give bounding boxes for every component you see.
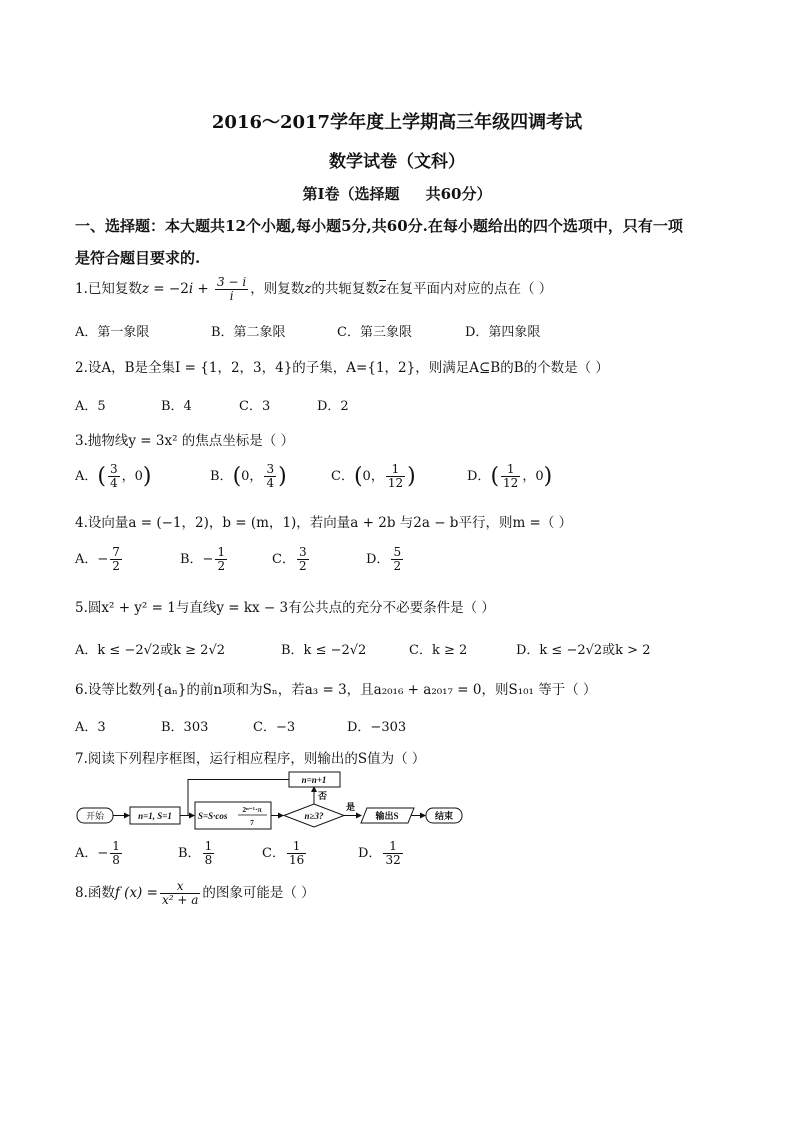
q3-b-rparen: ) [278,464,287,489]
exam-subtitle: 数学试卷（文科） [329,152,465,172]
q6-option-d[interactable]: D．−303 [347,720,407,735]
q2-option-a[interactable]: A．5 [75,399,106,414]
q1-i: i [188,281,194,297]
question-5: 5.圆x² + y² = 1与直线y = kx − 3有公共点的充分不必要条件是（ ） [75,600,495,616]
q5-option-b[interactable]: B．k ≤ −2√2 [281,643,367,658]
q4-a-num: 7 [112,545,120,559]
q3-c-frac [386,463,405,490]
flow-output-label: 输出S [375,811,399,821]
q3-b-head: 0， [241,469,263,484]
q1-mid: ，则复数 [250,281,305,297]
q3-option-d[interactable] [467,463,552,490]
q7-c-frac [287,840,306,867]
flow-decision-label: n≥3? [304,811,324,821]
q3-a-tail: ，0 [121,469,143,484]
q7-d-frac [383,840,402,867]
q7-option-d[interactable] [358,840,405,867]
q3-b-den: 4 [266,476,275,490]
part-heading: 第Ⅰ卷（选择题 共60分） [302,185,492,203]
q4-a-den: 2 [112,559,120,573]
q3-a-lparen: ( [97,464,106,489]
q5-option-c[interactable]: C．k ≥ 2 [409,643,468,658]
exam-title: 2016～2017学年度上学期高三年级四调考试 [211,112,583,133]
q7-d-label: D． [358,846,382,861]
q5-option-a[interactable]: A．k ≤ −2√2或k ≥ 2√2 [75,643,226,658]
question-7: 7.阅读下列程序框图，运行相应程序，则输出的S值为（ ） [75,751,426,767]
question-2: 2.设A，B是全集I = {1，2，3，4}的子集，A={1，2}，则满足A⊆B的B的个数是（ ） [75,360,609,376]
flow-yes-label: 是 [346,802,356,812]
q7-d-den: 32 [385,853,401,867]
section-intro-line1: 一、选择题：本大题共12个小题,每小题5分,共60分.在每小题给出的四个选项中，只有一项 [75,217,683,235]
q3-c-head: 0， [362,469,384,484]
flow-calc-pre: S=S·cos [198,811,228,821]
q3-c-label: C． [331,469,354,484]
q6-option-b[interactable]: B．303 [161,720,209,735]
q4-c-den: 2 [298,559,307,573]
q1-option-c[interactable]: C．第三象限 [337,325,412,340]
q7-d-num: 1 [383,840,402,854]
q8-fraction [160,880,200,907]
q3-d-rparen: ) [543,464,553,489]
q7-b-num: 1 [204,839,213,853]
q3-c-rparen: ) [407,464,416,489]
q4-option-a[interactable] [75,546,124,573]
flow-no-label: 否 [318,791,328,801]
q3-option-b[interactable] [210,463,287,490]
flow-calc-den: 7 [250,818,254,827]
q7-a-den: 8 [112,853,120,867]
q4-option-b[interactable] [180,546,229,573]
q4-c-label: C． [272,552,295,567]
q3-b-frac [264,463,276,490]
q8-f: f (x) = [114,885,158,901]
q1-pre: 1.已知复数 [75,281,142,297]
q7-b-label: B． [178,846,201,861]
q3-d-den: 12 [503,476,519,490]
q7-b-den: 8 [204,853,213,867]
q3-a-rparen: ) [142,464,152,489]
section-intro-line2: 是符合题目要求的. [75,249,201,267]
question-4: 4.设向量a = (−1，2)，b = (m，1)，若向量a + 2b 与2a − b平行，则m =（ ） [75,515,573,531]
flow-end-label: 结束 [434,811,454,821]
q8-post: 的图象可能是（ ） [202,885,315,901]
flow-start-label: 开始 [85,811,105,821]
q7-a-frac [110,840,122,867]
q1-frac-num: 3 − i [217,275,247,289]
q3-c-lparen: ( [353,464,363,489]
q8-frac-num: x [160,880,200,894]
q8-pre: 8.函数 [75,885,115,901]
q3-d-num: 1 [501,463,520,477]
q4-b-den: 2 [217,559,226,573]
q3-option-c[interactable] [331,463,416,490]
q7-c-num: 1 [287,840,306,854]
q1-mid2: 的共轭复数 [311,281,379,297]
q1-eq: = −2 [149,281,189,297]
q3-a-frac [108,463,120,490]
flow-calc-num: 2ⁿ⁻¹·π [242,805,262,814]
q4-option-c[interactable] [272,546,311,573]
q4-a-frac [110,546,122,573]
q3-b-label: B． [210,469,233,484]
q1-z: z [141,281,150,297]
q5-option-d[interactable]: D．k ≤ −2√2或k > 2 [516,643,651,658]
question-8 [75,880,315,907]
flowchart [70,768,470,834]
q7-c-den: 16 [288,853,305,867]
q4-d-frac [391,546,403,573]
q3-d-lparen: ( [490,464,500,489]
q1-post: 在复平面内对应的点在（ ） [385,281,553,297]
q7-option-c[interactable] [262,840,308,867]
q1-zbar: $\overline{z}$ [378,281,386,297]
q4-option-d[interactable] [366,546,405,573]
q8-frac-den: x² + a [161,893,199,907]
q3-a-den: 4 [109,476,118,490]
q1-fraction [215,276,248,303]
q7-c-label: C． [262,846,285,861]
q3-c-den: 12 [387,476,404,490]
question-6: 6.设等比数列{aₙ}的前n项和为Sₙ，若a₃ = 3，且a₂₀₁₆ + a₂₀₁₇ = 0，则S₁₀₁ 等于（ ） [75,682,597,698]
q1-plus: + [193,281,214,297]
q3-b-num: 3 [266,462,275,476]
question-3: 3.抛物线y = 3x² 的焦点坐标是（ ） [75,433,295,449]
q4-d-num: 5 [393,545,402,559]
flow-init-label: n=1, S=1 [138,811,172,821]
q1-option-a[interactable]: A．第一象限 [75,325,150,340]
q6-option-c[interactable]: C．−3 [253,720,296,735]
q4-b-frac [215,546,227,573]
flow-inc-label: n=n+1 [301,775,327,785]
q2-option-c[interactable]: C．3 [239,399,271,414]
q4-b-label: B．− [180,552,214,567]
q3-d-tail: ，0 [522,469,544,484]
q7-a-label: A．− [75,846,109,861]
q4-c-num: 3 [298,545,307,559]
q3-d-label: D． [467,469,491,484]
q7-a-num: 1 [112,839,120,853]
q3-option-a[interactable] [75,463,152,490]
q7-b-frac [203,840,215,867]
question-1 [75,276,552,303]
q2-option-b[interactable]: B．4 [161,399,192,414]
q4-d-den: 2 [393,559,402,573]
q6-option-a[interactable]: A．3 [75,720,106,735]
q4-a-label: A．− [75,552,109,567]
q7-option-b[interactable] [178,840,216,867]
q2-option-d[interactable]: D．2 [317,399,349,414]
q3-a-label: A． [75,469,98,484]
q1-option-b[interactable]: B．第二象限 [211,325,286,340]
q7-option-a[interactable] [75,840,124,867]
q1-option-d[interactable]: D．第四象限 [465,325,541,340]
q1-z2: z [304,281,312,297]
q3-c-num: 1 [386,463,405,477]
q4-d-label: D． [366,552,390,567]
q4-b-num: 1 [217,545,226,559]
q1-frac-den: i [229,289,234,303]
q3-d-frac [501,463,520,490]
q3-a-num: 3 [109,462,118,476]
q4-c-frac [297,546,309,573]
q3-b-lparen: ( [232,464,242,489]
